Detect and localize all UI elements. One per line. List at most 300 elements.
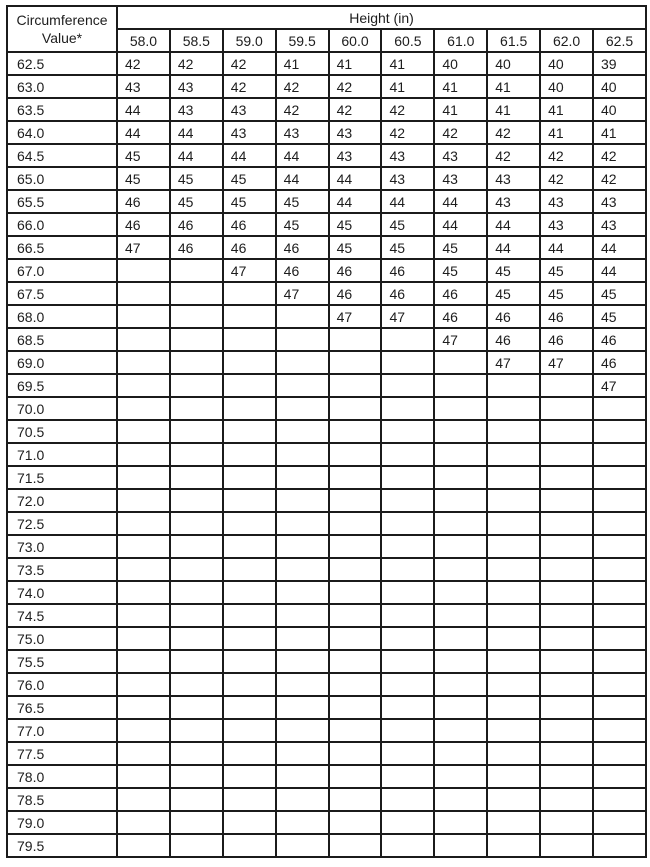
table-cell [540,420,593,443]
row-label: 75.5 [7,650,117,673]
table-cell [170,834,223,857]
table-cell [170,305,223,328]
table-cell: 44 [540,236,593,259]
row-label: 64.5 [7,144,117,167]
table-cell: 46 [540,305,593,328]
table-cell: 46 [487,305,540,328]
table-cell [329,489,382,512]
table-cell [276,696,329,719]
table-cell: 42 [381,121,434,144]
table-cell: 42 [434,121,487,144]
table-cell [223,719,276,742]
table-cell [487,420,540,443]
table-cell [223,535,276,558]
table-cell: 41 [381,52,434,75]
table-cell: 41 [276,52,329,75]
corner-header-line2: Value* [41,30,83,46]
table-cell [117,420,170,443]
table-cell [276,535,329,558]
row-label: 63.5 [7,98,117,121]
table-cell [593,788,646,811]
table-cell: 41 [540,121,593,144]
table-cell: 42 [487,121,540,144]
table-cell [117,834,170,857]
table-cell [487,673,540,696]
table-cell: 46 [223,213,276,236]
table-header [7,6,646,52]
table-cell: 42 [170,52,223,75]
table-cell [434,466,487,489]
table-cell [329,351,382,374]
table-cell [170,466,223,489]
table-cell [276,673,329,696]
table-cell [223,420,276,443]
corner-header-line1: Circumference [16,11,108,28]
table-cell [117,811,170,834]
row-label: 65.5 [7,190,117,213]
table-cell [487,443,540,466]
row-label: 74.5 [7,604,117,627]
table-cell [329,742,382,765]
table-cell [117,282,170,305]
row-label: 75.0 [7,627,117,650]
row-label: 79.5 [7,834,117,857]
table-cell [276,834,329,857]
row-label: 77.5 [7,742,117,765]
row-label: 67.5 [7,282,117,305]
row-label: 71.5 [7,466,117,489]
table-cell [170,351,223,374]
table-cell [170,489,223,512]
table-row [7,650,646,673]
table-cell [593,742,646,765]
table-cell [329,397,382,420]
table-cell: 41 [593,121,646,144]
table-cell: 43 [381,144,434,167]
table-cell: 44 [170,144,223,167]
table-cell: 41 [487,98,540,121]
table-cell [434,558,487,581]
table-cell [593,466,646,489]
table-cell [170,673,223,696]
table-cell [117,604,170,627]
table-cell [276,788,329,811]
table-cell [381,719,434,742]
row-label: 76.5 [7,696,117,719]
table-row [7,673,646,696]
table-cell: 41 [540,98,593,121]
table-cell: 44 [170,121,223,144]
table-cell [593,397,646,420]
table-cell [223,466,276,489]
table-cell [487,627,540,650]
table-cell [329,558,382,581]
table-cell [276,420,329,443]
table-cell: 41 [487,75,540,98]
height-column-header: 59.0 [223,29,276,52]
table-row [7,167,646,190]
table-cell [487,834,540,857]
table-cell [487,765,540,788]
table-cell [170,420,223,443]
table-cell [170,696,223,719]
table-cell [540,811,593,834]
table-cell [381,558,434,581]
table-cell [329,719,382,742]
table-cell [170,788,223,811]
table-cell: 45 [381,236,434,259]
table-row [7,535,646,558]
table-row [7,489,646,512]
table-cell [434,420,487,443]
table-cell [487,466,540,489]
table-cell [223,788,276,811]
table-cell [170,604,223,627]
table-cell [487,696,540,719]
table-cell [117,650,170,673]
table-cell [540,627,593,650]
table-cell [434,604,487,627]
table-cell [540,558,593,581]
table-cell: 44 [487,213,540,236]
table-cell [276,351,329,374]
table-cell [329,673,382,696]
table-cell: 45 [434,236,487,259]
table-cell: 42 [117,52,170,75]
table-cell [434,742,487,765]
height-column-header: 62.5 [593,29,646,52]
table-cell [434,397,487,420]
row-label: 70.0 [7,397,117,420]
table-cell: 40 [434,52,487,75]
table-cell: 45 [540,259,593,282]
table-cell [170,328,223,351]
table-cell [381,466,434,489]
table-cell [170,650,223,673]
table-cell [117,466,170,489]
table-cell [223,650,276,673]
table-cell: 46 [276,236,329,259]
table-row [7,52,646,75]
table-cell: 45 [223,167,276,190]
table-cell [223,627,276,650]
height-column-header: 58.0 [117,29,170,52]
table-cell: 44 [434,213,487,236]
table-cell [170,811,223,834]
group-header-row [7,6,646,29]
table-row [7,75,646,98]
table-row [7,627,646,650]
row-label: 76.0 [7,673,117,696]
table-cell: 47 [223,259,276,282]
table-cell [434,351,487,374]
row-label: 73.5 [7,558,117,581]
table-cell [434,719,487,742]
row-label: 65.0 [7,167,117,190]
table-cell [434,627,487,650]
table-cell [276,719,329,742]
table-cell [540,466,593,489]
row-label: 69.0 [7,351,117,374]
height-group-header: Height (in) [117,6,646,29]
table-cell [593,650,646,673]
table-cell: 44 [381,190,434,213]
table-cell [329,811,382,834]
table-cell [276,650,329,673]
table-cell [223,443,276,466]
table-cell: 43 [487,167,540,190]
table-cell [540,742,593,765]
table-cell: 45 [170,167,223,190]
row-label: 64.0 [7,121,117,144]
table-cell: 40 [593,98,646,121]
row-label: 72.0 [7,489,117,512]
table-cell: 43 [540,190,593,213]
table-cell: 46 [381,259,434,282]
table-cell [381,512,434,535]
row-label: 68.0 [7,305,117,328]
table-cell [540,719,593,742]
row-label: 73.0 [7,535,117,558]
table-cell [223,581,276,604]
table-cell [276,489,329,512]
table-cell [593,581,646,604]
table-cell [434,834,487,857]
table-cell [487,374,540,397]
table-cell: 42 [540,167,593,190]
table-cell [276,581,329,604]
table-row [7,443,646,466]
table-cell: 44 [276,167,329,190]
table-cell: 43 [223,121,276,144]
table-cell: 45 [434,259,487,282]
table-cell [434,535,487,558]
table-cell: 44 [593,236,646,259]
table-cell [540,650,593,673]
table-cell [487,489,540,512]
table-cell [434,489,487,512]
table-cell [329,627,382,650]
table-row [7,581,646,604]
table-cell [540,374,593,397]
table-row [7,305,646,328]
table-cell [434,581,487,604]
table-cell: 43 [540,213,593,236]
table-cell [593,696,646,719]
row-label: 66.0 [7,213,117,236]
table-cell [117,696,170,719]
table-row [7,213,646,236]
table-cell [276,512,329,535]
table-cell: 42 [540,144,593,167]
table-cell: 46 [170,213,223,236]
table-cell [276,374,329,397]
table-row [7,811,646,834]
row-label: 74.0 [7,581,117,604]
table-cell: 46 [223,236,276,259]
table-cell: 46 [593,328,646,351]
table-cell [117,673,170,696]
table-cell: 45 [117,144,170,167]
table-cell [117,788,170,811]
table-cell [223,351,276,374]
height-column-header: 61.5 [487,29,540,52]
table-cell [593,420,646,443]
table-cell: 41 [381,75,434,98]
table-cell [329,765,382,788]
table-cell [223,604,276,627]
table-cell [117,535,170,558]
row-label: 79.0 [7,811,117,834]
height-column-header: 62.0 [540,29,593,52]
table-cell: 46 [381,282,434,305]
table-cell: 46 [487,328,540,351]
table-cell [276,397,329,420]
table-cell: 45 [276,213,329,236]
table-cell: 46 [593,351,646,374]
table-cell [170,558,223,581]
table-cell [593,765,646,788]
table-cell [223,765,276,788]
table-row [7,190,646,213]
table-cell [381,420,434,443]
table-cell [170,742,223,765]
table-cell [117,443,170,466]
table-row [7,788,646,811]
table-cell: 40 [593,75,646,98]
table-cell [381,834,434,857]
table-cell [434,696,487,719]
table-cell [117,328,170,351]
table-cell [170,765,223,788]
table-cell [540,397,593,420]
row-label: 67.0 [7,259,117,282]
table-cell [381,811,434,834]
table-cell [381,581,434,604]
table-row [7,351,646,374]
table-cell: 45 [276,190,329,213]
table-cell [329,328,382,351]
table-cell [276,765,329,788]
table-cell: 43 [329,144,382,167]
table-cell [223,489,276,512]
table-cell [593,558,646,581]
table-cell [117,742,170,765]
table-row [7,282,646,305]
table-cell: 46 [434,305,487,328]
table-cell [593,604,646,627]
table-cell [329,535,382,558]
table-cell [329,420,382,443]
table-cell [329,374,382,397]
table-cell [381,604,434,627]
table-cell: 47 [276,282,329,305]
table-cell [117,581,170,604]
table-body [7,52,646,857]
table-cell: 42 [329,75,382,98]
table-cell [487,719,540,742]
row-label: 68.5 [7,328,117,351]
row-label: 66.5 [7,236,117,259]
table-cell [117,374,170,397]
table-cell [276,466,329,489]
table-cell [434,788,487,811]
table-row [7,604,646,627]
height-column-header: 59.5 [276,29,329,52]
table-cell: 47 [593,374,646,397]
table-cell [223,742,276,765]
table-cell [170,397,223,420]
table-cell [276,604,329,627]
table-cell: 44 [117,121,170,144]
row-label: 70.5 [7,420,117,443]
table-cell [329,512,382,535]
table-cell [487,581,540,604]
table-cell [117,765,170,788]
table-cell: 45 [487,259,540,282]
table-cell [487,558,540,581]
table-cell [381,788,434,811]
table-cell [381,397,434,420]
table-cell: 43 [434,144,487,167]
height-column-header: 60.5 [381,29,434,52]
table-row [7,236,646,259]
table-cell: 44 [276,144,329,167]
table-cell [434,374,487,397]
table-cell [593,489,646,512]
table-cell [381,650,434,673]
table-cell [117,351,170,374]
table-cell [434,765,487,788]
table-cell [117,719,170,742]
corner-header [7,6,117,52]
row-label: 72.5 [7,512,117,535]
table-cell: 44 [329,190,382,213]
table-cell [381,489,434,512]
table-cell: 45 [329,236,382,259]
table-cell: 40 [540,75,593,98]
table-cell: 42 [381,98,434,121]
table-cell: 47 [540,351,593,374]
table-cell: 47 [434,328,487,351]
table-cell: 46 [276,259,329,282]
table-cell: 45 [487,282,540,305]
row-label: 77.0 [7,719,117,742]
table-cell [487,811,540,834]
table-cell: 43 [381,167,434,190]
table-cell: 42 [593,144,646,167]
table-cell [540,673,593,696]
circumference-height-table [6,5,647,858]
table-cell: 42 [593,167,646,190]
table-cell [487,604,540,627]
height-column-header: 61.0 [434,29,487,52]
table-cell [223,673,276,696]
table-cell: 44 [329,167,382,190]
table-cell: 46 [329,259,382,282]
table-cell [381,742,434,765]
table-row [7,466,646,489]
table-cell [223,696,276,719]
table-cell: 46 [434,282,487,305]
table-cell [381,627,434,650]
table-cell: 43 [223,98,276,121]
table-row [7,719,646,742]
table-cell [540,535,593,558]
table-cell: 47 [117,236,170,259]
table-cell: 44 [434,190,487,213]
table-cell [170,282,223,305]
